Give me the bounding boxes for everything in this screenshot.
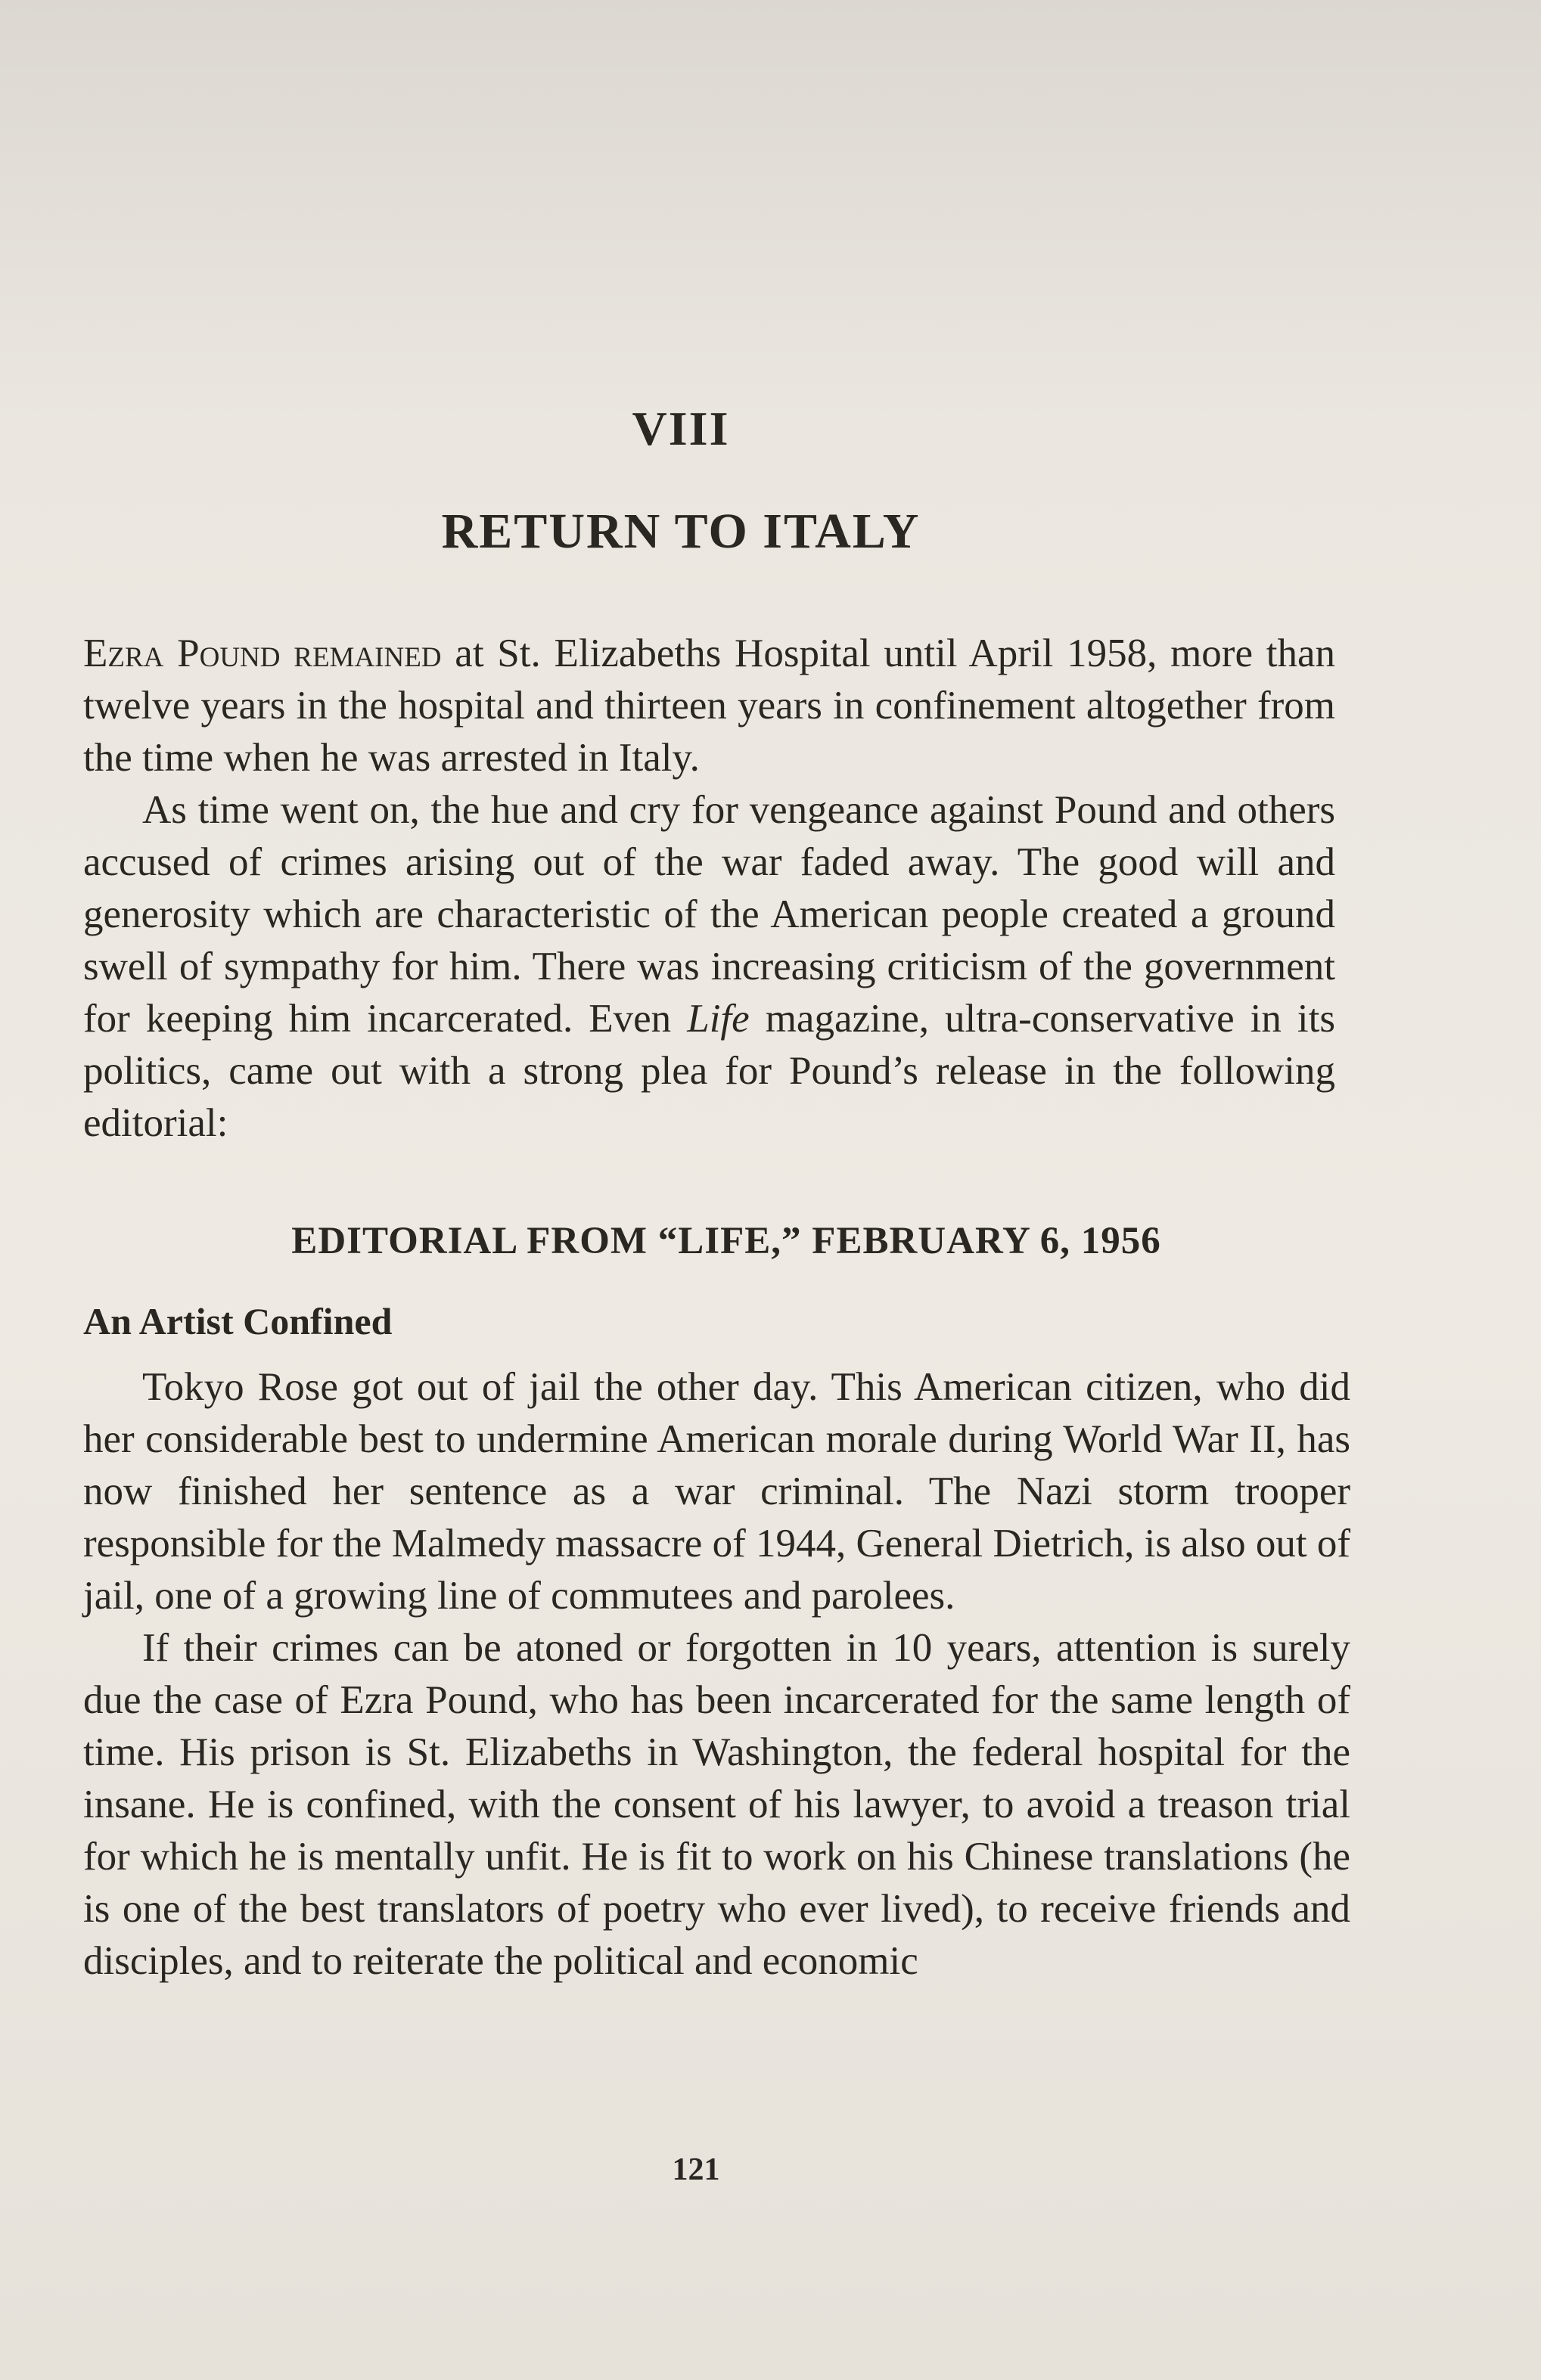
chapter-body xyxy=(83,628,1335,1150)
paragraph-lead-in: Ezra Pound remained xyxy=(83,631,442,675)
editorial-paragraph-1: Tokyo Rose got out of jail the other day. This American citizen, who did her considerable best to undermine American morale during World War II, has now finished her sentence as a war criminal. The Nazi storm trooper responsible for the Malmedy massacre of 1944, General Dietrich, is also out of jail, one of a growing line of commutees and parolees. xyxy=(83,1365,1350,1618)
editorial-body xyxy=(83,1361,1350,1987)
page-number: 121 xyxy=(672,2152,720,2187)
editorial-heading: EDITORIAL FROM “LIFE,” FEBRUARY 6, 1956 xyxy=(291,1220,1161,1262)
paragraph-2-text-b: magazine, ultra-conservative in its politics, came out with a strong plea for Pound’s release in the following editorial: xyxy=(83,997,1335,1145)
paragraph-2-text-a: As time went on, the hue and cry for vengeance against Pound and others accused of crimes arising out of the war faded away. The good will and generosity which are characteristic of the American people created a ground swell of sympathy for him. There was increasing criticism of the government for keeping him incarcerated. Even xyxy=(83,788,1335,1041)
magazine-title: Life xyxy=(687,997,750,1041)
paragraph-1 xyxy=(83,628,1335,784)
editorial-paragraph-2: If their crimes can be atoned or forgotten in 10 years, attention is surely due the case of Ezra Pound, who has been incarcerated for the same length of time. His prison is St. Elizabeths in Washington, the federal hospital for the insane. He is confined, with the consent of his lawyer, to avoid a treason trial for which he is mentally unfit. He is fit to work on his Chinese translations (he is one of the best translators of poetry who ever lived), to receive friends and disciples, and to reiterate the political and economic xyxy=(83,1626,1350,1983)
editorial-subheading: An Artist Confined xyxy=(83,1300,393,1342)
chapter-title: RETURN TO ITALY xyxy=(441,504,921,559)
paragraph-2 xyxy=(83,784,1335,1150)
chapter-number: VIII xyxy=(632,402,730,455)
paragraph-1-text: at St. Elizabeths Hospital until April 1958, more than twelve years in the hospital and thirteen years in confinement altogether from the time when he was arrested in Italy. xyxy=(83,631,1335,780)
